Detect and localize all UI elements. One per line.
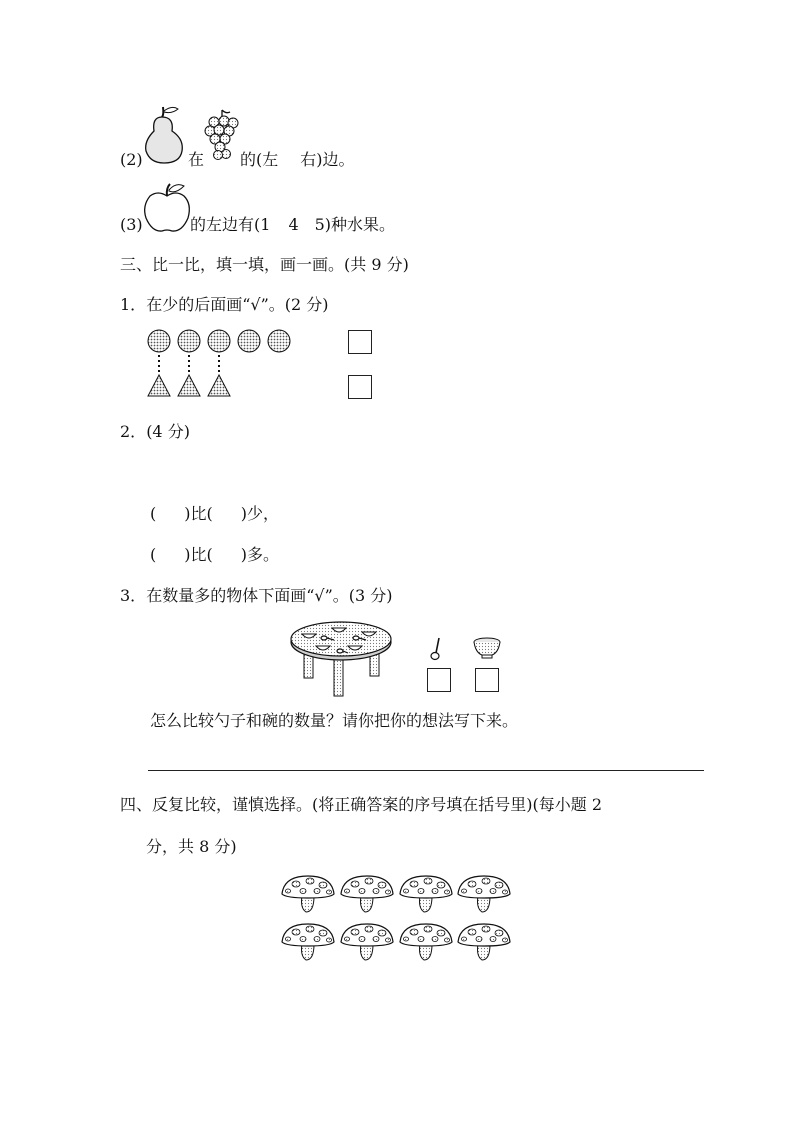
question-number: (3)	[120, 215, 143, 234]
question-2-3	[120, 215, 143, 235]
question-3-3: 3．在数量多的物体下面画“√”。(3 分)	[120, 586, 393, 605]
dotted-connectors	[147, 354, 237, 376]
answer-box-triangles[interactable]	[348, 375, 372, 399]
question-number: (2)	[120, 150, 143, 169]
triangle	[178, 375, 200, 396]
answer-box-bowl[interactable]	[475, 668, 499, 692]
option-4: 4	[288, 215, 299, 234]
fill-blank-line-1: ( )比( )少，	[150, 504, 279, 523]
answer-line[interactable]	[148, 770, 704, 771]
table-with-bowls-illustration	[288, 618, 398, 700]
word-zai: 在	[188, 150, 205, 169]
pear-icon	[140, 103, 186, 165]
section-4-heading-cont: 分，共 8 分)	[146, 837, 237, 856]
circle	[268, 330, 290, 352]
question-3-3-prompt: 怎么比较勺子和碗的数量？请你把你的想法写下来。	[150, 711, 519, 730]
option-left: 的(左	[240, 150, 279, 169]
fill-blank-line-2: ( )比( )多。	[150, 545, 279, 564]
circles-row	[147, 329, 297, 355]
triangles-row	[147, 374, 237, 398]
question-2-3-text: 的左边有(1 4 5)种水果。	[190, 215, 396, 234]
question-3-2: 2．(4 分)	[120, 422, 190, 441]
circle	[208, 330, 230, 352]
grapes-icon	[204, 108, 240, 166]
triangle	[148, 375, 170, 396]
section-4-heading: 四、反复比较，谨慎选择。(将正确答案的序号填在括号里)(每小题 2	[120, 795, 602, 814]
question-2-2-text	[240, 150, 355, 170]
circle	[238, 330, 260, 352]
circle	[148, 330, 170, 352]
circle	[178, 330, 200, 352]
apple-icon	[142, 182, 192, 234]
spoon-icon	[428, 636, 444, 662]
question-3-1: 1．在少的后面画“√”。(2 分)	[120, 295, 329, 314]
bowl-icon	[472, 636, 502, 660]
option-5: 5)种水果。	[314, 215, 396, 234]
section-3-heading: 三、比一比，填一填，画一画。(共 9 分)	[120, 255, 409, 274]
answer-box-spoon[interactable]	[427, 668, 451, 692]
triangle	[208, 375, 230, 396]
mushrooms-illustration	[280, 872, 514, 964]
option-right: 右)边。	[300, 150, 355, 169]
answer-box-circles[interactable]	[348, 330, 372, 354]
